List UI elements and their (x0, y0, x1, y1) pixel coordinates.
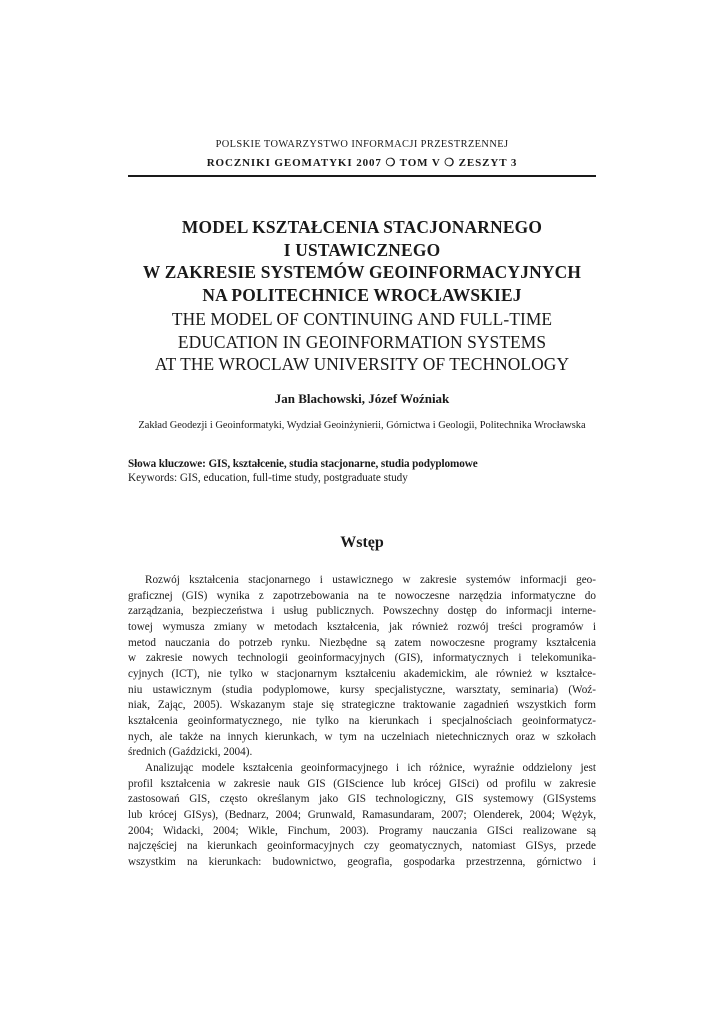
body-line: w zakresie nowych technologii geoinformacyjnych (GIS), informatycznych i telekomunika- (128, 652, 596, 665)
body-line: graficznej (GIS) wynika z zapotrzebowania na te nowoczesne narzędzia informatyczne do (128, 589, 596, 602)
header-journal: ROCZNIKI GEOMATYKI 2007 ❍ TOM V ❍ ZESZYT 3 (206, 157, 518, 169)
title-polish-line: NA POLITECHNICE WROCŁAWSKIEJ (202, 284, 522, 305)
body-line: wszystkim na kierunkach: budownictwo, geografia, gospodarka przestrzenna, górnictwo i (128, 855, 596, 868)
keywords-english: Keywords: GIS, education, full-time study, postgraduate study (128, 472, 408, 484)
body-line: cyjnych (ICT), nie tylko w stacjonarnym kształceniu akademickim, ale również w kształce- (128, 667, 596, 680)
body-line: metod nauczania do potrzeb rynku. Niezbędne są zatem nowoczesne programy kształcenia (128, 636, 596, 649)
keywords-polish: Słowa kluczowe: GIS, kształcenie, studia stacjonarne, studia podyplomowe (128, 458, 478, 470)
header-organization: POLSKIE TOWARZYSTWO INFORMACJI PRZESTRZENNEJ (215, 139, 509, 150)
title-polish-line: W ZAKRESIE SYSTEMÓW GEOINFORMACYJNYCH (142, 262, 582, 282)
body-line: kształcenia geoinformatycznego, nie tylko na kierunkach i specjalnościach geoinformatycz- (128, 714, 596, 727)
title-english-line: THE MODEL OF CONTINUING AND FULL-TIME (171, 309, 553, 329)
title-polish-line: I USTAWICZNEGO (283, 239, 441, 260)
body-line: niak, Zając, 2005). Wskazanym staje się strategiczne traktowanie zagadnień wszystkich form (128, 699, 596, 712)
body-line: najczęściej na kierunkach geoinformacyjnych czy geomatycznych, natomiast GISys, przede (128, 840, 596, 853)
body-line: średnich (Gaździcki, 2004). (128, 746, 253, 759)
body-line: nych, ale także na innych kierunkach, w tym na uczelniach nietechnicznych oraz w szkołach (128, 730, 596, 743)
title-english (128, 308, 596, 376)
section-title: Wstęp (340, 534, 384, 551)
title-polish (128, 216, 596, 306)
body-line: Analizując modele kształcenia geoinformacyjnego i ich różnice, wyraźnie oddzielony jest (145, 761, 596, 774)
title-english-line: AT THE WROCLAW UNIVERSITY OF TECHNOLOGY (154, 354, 570, 374)
header-rule (128, 175, 596, 177)
body-line: 2004; Widacki, 2004; Wikle, Finchum, 2003). Programy nauczania GISci realizowane są (128, 824, 596, 837)
body-line: lub krócej GISys), (Bednarz, 2004; Grunwald, Ramasundaram, 2007; Olenderek, 2004; Wężyk, (128, 808, 596, 821)
body-text (128, 573, 596, 870)
body-line: towej wymusza zmiany w metodach kształcenia, jak również rozwój treści programów i (128, 620, 596, 633)
title-polish-line: MODEL KSZTAŁCENIA STACJONARNEGO (181, 217, 543, 237)
affiliation: Zakład Geodezji i Geoinformatyki, Wydział Geoinżynierii, Górnictwa i Geologii, Politechnika Wrocławska (138, 420, 586, 431)
body-line: profil kształcenia w zakresie nauk GIS (GIScience lub krócej GISci) od profilu w zakresie (128, 777, 596, 790)
title-english-line: EDUCATION IN GEOINFORMATION SYSTEMS (177, 331, 547, 352)
body-line: niu ustawicznym (studia podyplomowe, kursy specjalistyczne, warsztaty, seminaria) (Woź- (128, 683, 596, 696)
authors: Jan Blachowski, Józef Woźniak (274, 391, 450, 406)
body-line: Rozwój kształcenia stacjonarnego i ustawicznego w zakresie systemów informacji geo- (145, 574, 596, 586)
body-line: zarządzania, bezpieczeństwa i usług publicznych. Powszechny dostęp do informacji interne- (128, 605, 596, 618)
body-line: zastosowań GIS, często określanym jako GIS technologiczny, GIS systemowy (GISystems (128, 793, 596, 806)
